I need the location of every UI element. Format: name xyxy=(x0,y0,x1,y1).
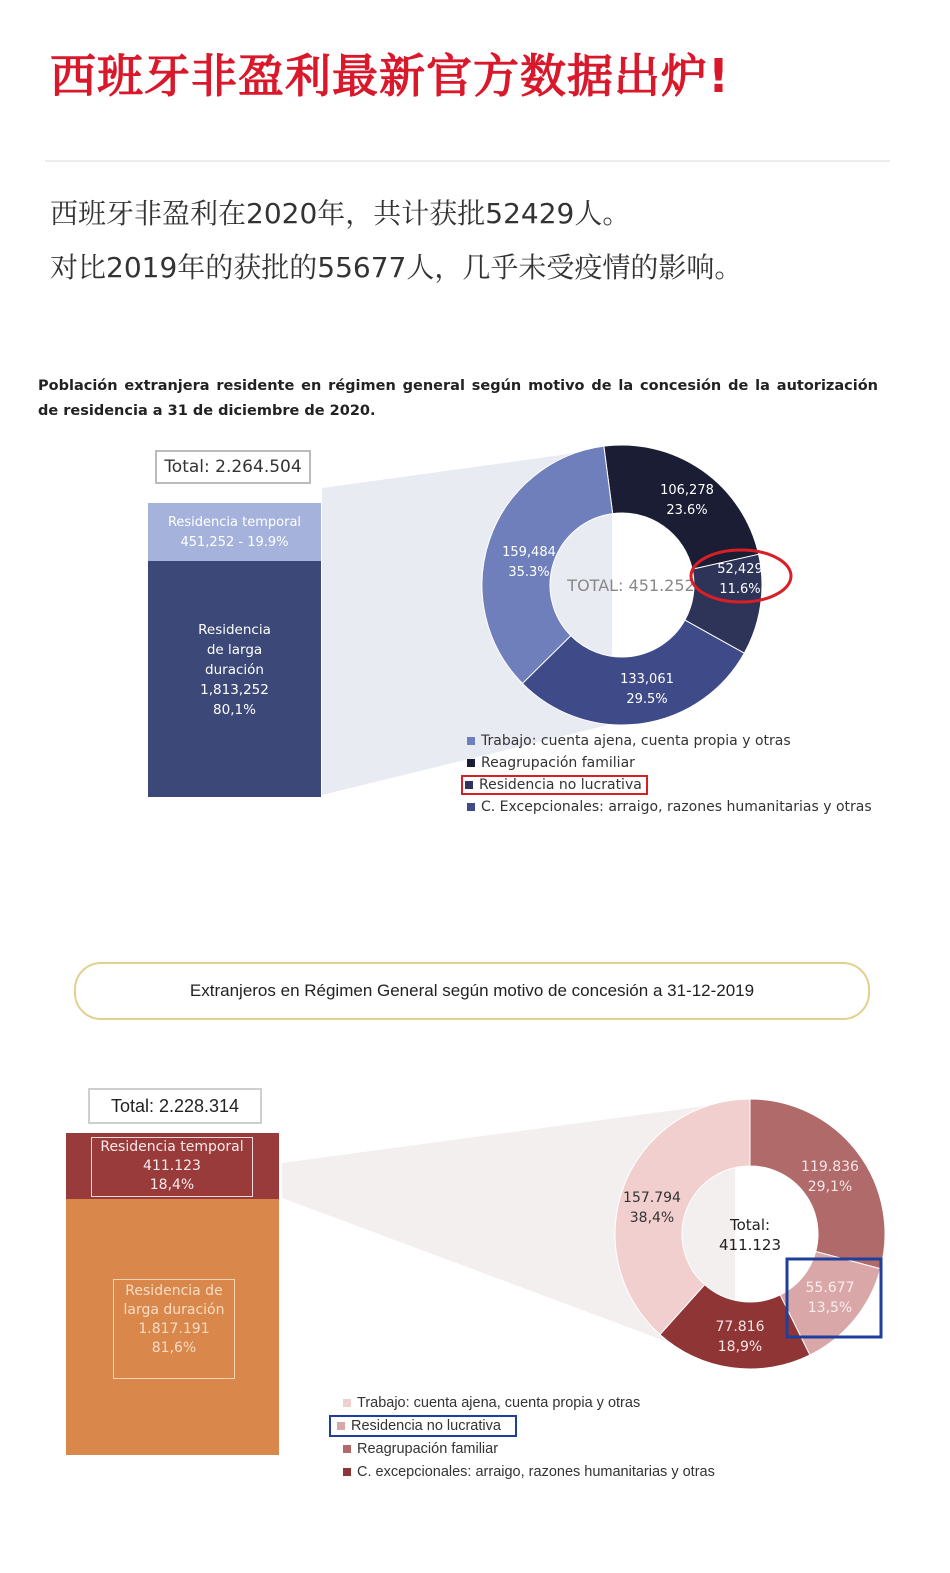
chart-2019-legend-excepcionales: C. excepcionales: arraigo, razones humanitarias y otras xyxy=(357,1463,715,1480)
chart-2020-bar-long-label-2: de larga xyxy=(206,642,263,658)
chart-2019-slice-trabajo-value: 157.794 xyxy=(623,1190,681,1206)
chart-2020-bar-temporal-label: Residencia temporal xyxy=(167,515,302,530)
chart-2020-title: Población extranjera residente en régimen general según motivo de la concesión de la autorización de residencia a 31 de diciembre de 2020. xyxy=(38,378,878,419)
chart-2019-legend-item xyxy=(343,1437,715,1460)
chart-2019-slice-excepcionales-pct: 18,9% xyxy=(717,1339,763,1355)
chart-2019-legend-item xyxy=(343,1460,715,1483)
chart-2020-slice-reagrupacion-value: 106,278 xyxy=(660,483,714,498)
chart-2020-legend-nolucrativa: Residencia no lucrativa xyxy=(479,777,642,793)
chart-2019-donut-center-label: Total: xyxy=(729,1216,771,1234)
page-title: 西班牙非盈利最新官方数据出炉! xyxy=(50,49,730,103)
chart-2019-legend-highlight-box xyxy=(329,1415,517,1437)
legend-swatch xyxy=(343,1468,351,1476)
chart-2020-slice-trabajo-value: 159,484 xyxy=(502,545,556,560)
chart-2020-donut-center: TOTAL: 451.252 xyxy=(567,576,695,595)
chart-2020-slice-excepcionales-pct: 29.5% xyxy=(626,692,668,707)
legend-swatch xyxy=(337,1422,345,1430)
chart-2019-slice-nolucrativa-value: 55.677 xyxy=(805,1280,855,1296)
chart-2019-slice-excepcionales-value: 77.816 xyxy=(715,1319,765,1335)
chart-2019-slice-reagrupacion-value: 119.836 xyxy=(801,1159,859,1175)
chart-2019-highlight-rect xyxy=(787,1259,881,1337)
chart-2020-bar-long-value: 1,813,252 xyxy=(200,682,269,698)
chart-2020-total-label: Total: 2.264.504 xyxy=(155,450,311,484)
chart-2020-slice-nolucrativa-value: 52,429 xyxy=(717,562,763,577)
chart-2019-bar-temporal-label: Residencia temporal xyxy=(100,1139,244,1155)
chart-2019-slice-reagrupacion-pct: 29,1% xyxy=(807,1179,853,1195)
chart-2019-legend-item xyxy=(343,1414,715,1437)
legend-swatch xyxy=(343,1445,351,1453)
chart-2020-slice-nolucrativa-pct: 11.6% xyxy=(719,582,761,597)
chart-2019-bar-long-value: 1.817.191 xyxy=(138,1321,210,1337)
chart-2019-legend-trabajo: Trabajo: cuenta ajena, cuenta propia y otras xyxy=(357,1394,641,1411)
legend-swatch xyxy=(343,1399,351,1407)
chart-2020-bar-temporal-value: 451,252 - 19.9% xyxy=(180,535,289,550)
chart-2019-legend-reagrupacion: Reagrupación familiar xyxy=(357,1440,499,1457)
chart-2019-slice-trabajo-pct: 38,4% xyxy=(629,1210,675,1226)
chart-2019-donut-center-value: 411.123 xyxy=(718,1236,782,1254)
chart-2020-slice-reagrupacion-pct: 23.6% xyxy=(666,503,708,518)
chart-2020-slice-trabajo-pct: 35.3% xyxy=(508,565,550,580)
chart-2020-bar-long-label-3: duración xyxy=(205,662,264,678)
chart-2019-legend-nolucrativa: Residencia no lucrativa xyxy=(351,1417,501,1434)
chart-2020-bar-long-percent: 80,1% xyxy=(213,702,256,718)
chart-2019-bar-long-label-1: Residencia de xyxy=(125,1283,223,1299)
chart-2019-title: Extranjeros en Régimen General según motivo de concesión a 31-12-2019 xyxy=(74,962,870,1020)
chart-2020-legend-excepcionales: C. Excepcionales: arraigo, razones humanitarias y otras xyxy=(481,799,872,815)
chart-2019-legend-item xyxy=(343,1391,715,1414)
chart-2020-slice-excepcionales-value: 133,061 xyxy=(620,672,674,687)
chart-2019-bar-temporal-percent: 18,4% xyxy=(149,1177,195,1193)
chart-2019-bar-temporal-value: 411.123 xyxy=(143,1158,201,1174)
chart-2019-bar-long-label-2: larga duración xyxy=(123,1302,225,1318)
intro-line-1: 西班牙非盈利在2020年，共计获批52429人。 xyxy=(50,197,631,230)
chart-2019-slice-nolucrativa-pct: 13,5% xyxy=(807,1300,853,1316)
chart-2019-bar-long-percent: 81,6% xyxy=(151,1340,197,1356)
chart-2020-legend-trabajo: Trabajo: cuenta ajena, cuenta propia y otras xyxy=(481,733,791,749)
chart-2019-total-label: Total: 2.228.314 xyxy=(88,1088,262,1124)
chart-2019-legend xyxy=(343,1391,715,1483)
chart-2020-bar-long-label-1: Residencia xyxy=(198,622,271,638)
chart-2020-legend-reagrupacion: Reagrupación familiar xyxy=(481,755,635,771)
intro-line-2: 对比2019年的获批的55677人，几乎未受疫情的影响。 xyxy=(50,251,743,284)
